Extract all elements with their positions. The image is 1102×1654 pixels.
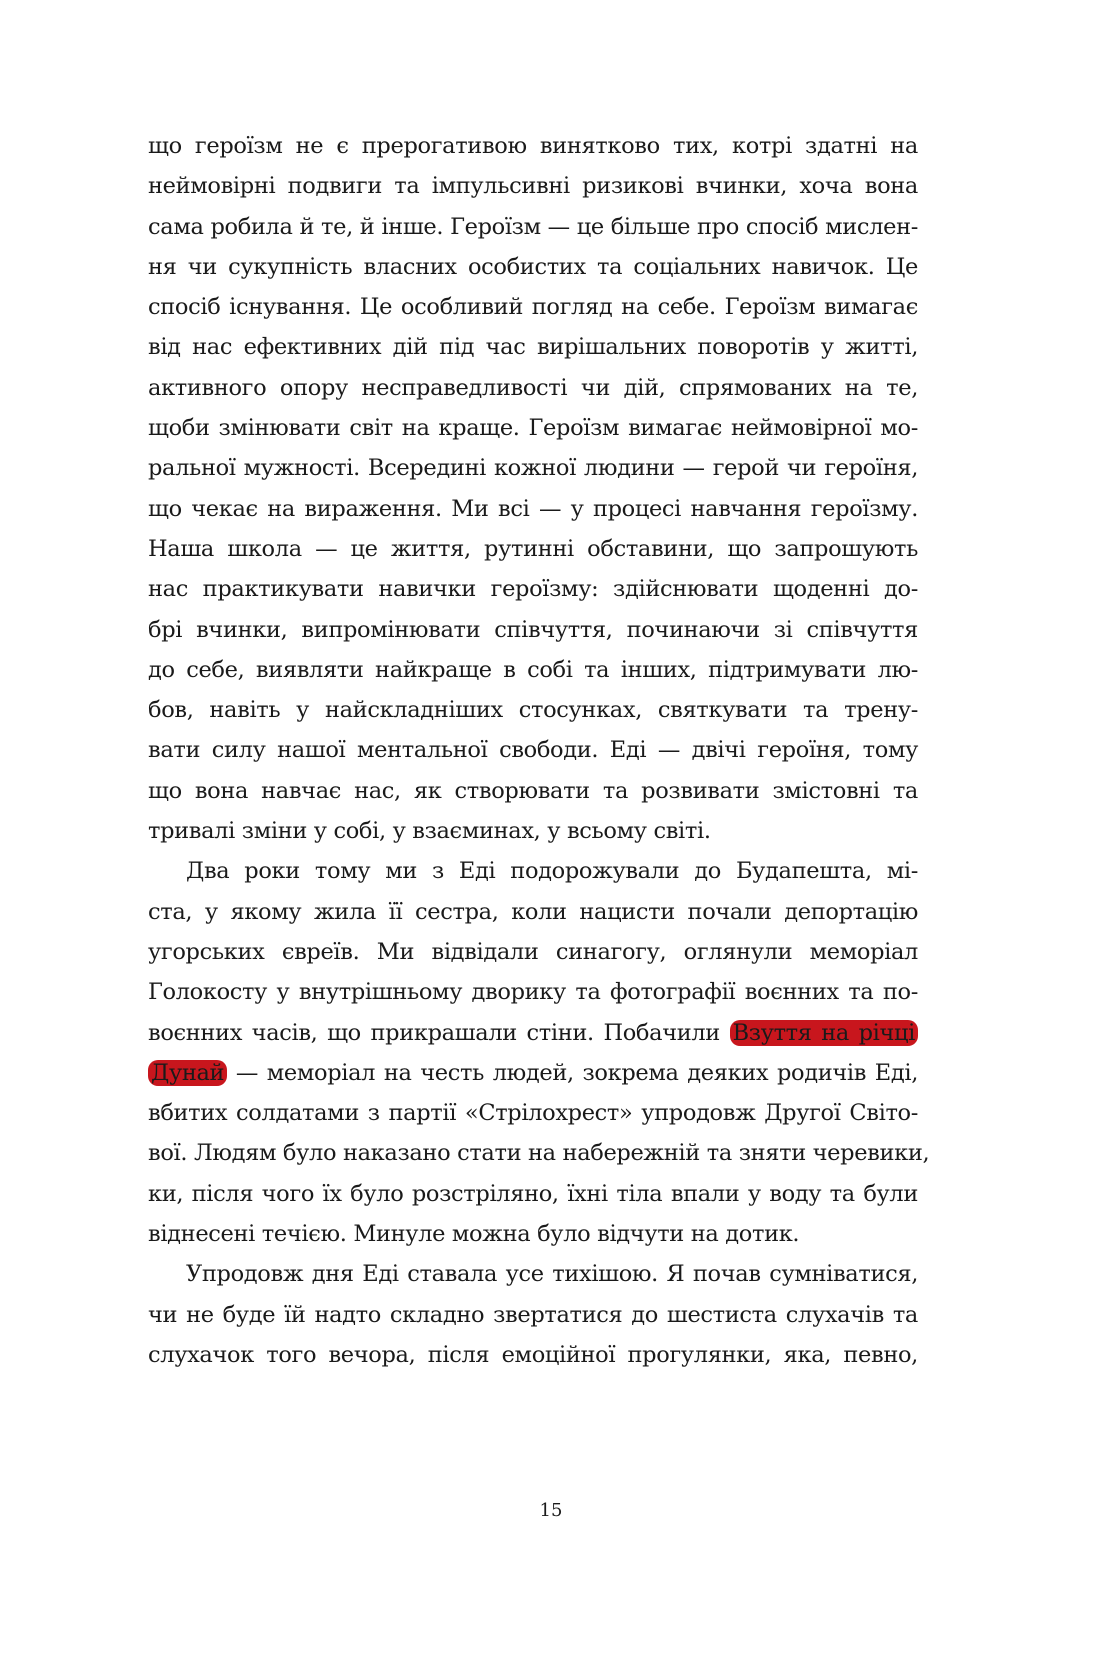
text-line: що героїзм не є прерогативою винятково тих, котрі здатні на	[148, 133, 918, 159]
highlighted-term[interactable]: Дунай	[148, 1060, 227, 1086]
text-line: Голокосту у внутрішньому дворику та фотографії воєнних та по-	[148, 979, 918, 1006]
text-line: Наша школа — це життя, рутинні обставини, що запрошують	[148, 535, 918, 562]
text-line: чи не буде їй надто складно звертатися до шестиста слухачів та	[148, 1301, 918, 1328]
text-line: від нас ефективних дій під час вирішальних поворотів у житті,	[148, 334, 918, 361]
text-span: воєнних часів, що прикрашали стіни. Побачили	[148, 1019, 730, 1046]
text-line: бов, навіть у найскладніших стосунках, святкувати та трену-	[148, 697, 918, 724]
text-line: неймовірні подвиги та імпульсивні ризикові вчинки, хоча вона	[148, 173, 918, 200]
text-line: нас практикувати навички героїзму: здійснювати щоденні до-	[148, 576, 918, 603]
text-line: віднесені течією. Минуле можна було відчути на дотик.	[148, 1221, 800, 1248]
text-line: тривалі зміни у собі, у взаєминах, у всьому світі.	[148, 818, 711, 845]
text-line: ки, після чого їх було розстріляно, їхні тіла впали у воду та були	[148, 1180, 918, 1207]
text-line-with-highlight	[148, 1053, 918, 1093]
book-page-body	[148, 126, 930, 1375]
text-line: ста, у якому жила її сестра, коли нацисти почали депортацію	[148, 898, 918, 925]
text-span: — меморіал на честь людей, зокрема деяких родичів Еді,	[227, 1059, 918, 1086]
text-line: активного опору несправедливості чи дій, спрямованих на те,	[148, 374, 918, 401]
text-line: що вона навчає нас, як створювати та розвивати змістовні та	[148, 777, 918, 804]
text-line: ральної мужності. Всередині кожної людини — герой чи героїня,	[148, 455, 918, 482]
text-line: сама робила й те, й інше. Героїзм — це більше про спосіб мислен-	[148, 213, 918, 240]
highlighted-term[interactable]: Взуття на річці	[730, 1020, 918, 1046]
text-line: вої. Людям було наказано стати на набережній та зняти черевики,	[148, 1140, 930, 1167]
page-number: 15	[539, 1500, 563, 1521]
text-line: Упродовж дня Еді ставала усе тихішою. Я почав сумніватися,	[186, 1261, 918, 1288]
text-line: спосіб існування. Це особливий погляд на себе. Героїзм вимагає	[148, 294, 918, 321]
text-line: вати силу нашої ментальної свободи. Еді — двічі героїня, тому	[148, 737, 918, 764]
text-line: що чекає на вираження. Ми всі — у процесі навчання героїзму.	[148, 495, 918, 522]
text-line: слухачок того вечора, після емоційної прогулянки, яка, певно,	[148, 1341, 918, 1368]
text-line: угорських євреїв. Ми відвідали синагогу, оглянули меморіал	[148, 938, 918, 965]
text-line: до себе, виявляти найкраще в собі та інших, підтримувати лю-	[148, 656, 918, 683]
text-line: ня чи сукупність власних особистих та соціальних навичок. Це	[148, 253, 918, 280]
text-line-with-highlight	[148, 1013, 918, 1053]
text-line: вбитих солдатами з партії «Стрілохрест» упродовж Другої Світо-	[148, 1100, 918, 1127]
text-line: Два роки тому ми з Еді подорожували до Будапешта, мі-	[186, 858, 918, 885]
text-line: щоби змінювати світ на краще. Героїзм вимагає неймовірної мо-	[148, 415, 918, 442]
text-line: брі вчинки, випромінювати співчуття, починаючи зі співчуття	[148, 616, 918, 643]
